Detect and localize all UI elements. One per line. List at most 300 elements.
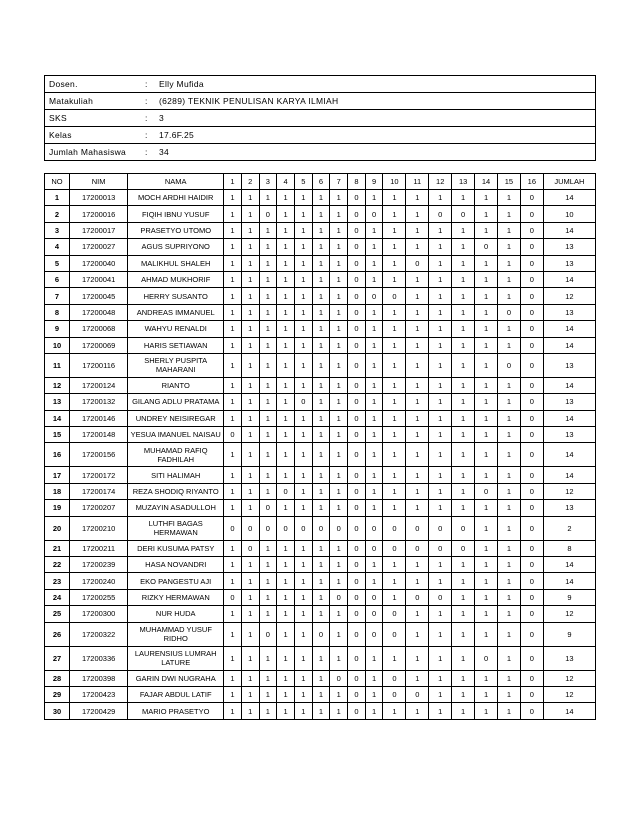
meeting-cell: 1 [365,467,383,483]
meeting-cell: 1 [406,377,429,393]
meeting-cell: 0 [520,686,543,702]
table-row [45,500,596,516]
meeting-cell: 1 [429,271,452,287]
meeting-cell: 1 [475,622,498,646]
name-cell: AGUS SUPRIYONO [128,239,224,255]
meeting-cell: 1 [277,271,295,287]
meeting-cell: 1 [429,483,452,499]
meeting-cell: 0 [475,239,498,255]
meeting-cell: 1 [429,321,452,337]
nim-cell: 17200069 [69,337,127,353]
meeting-cell: 1 [312,288,330,304]
meeting-cell: 0 [383,540,406,556]
meeting-cell: 1 [224,703,242,719]
name-cell: ANDREAS IMMANUEL [128,304,224,320]
row-number: 10 [45,337,70,353]
meeting-cell: 1 [277,190,295,206]
column-header: 13 [452,174,475,190]
meeting-cell: 1 [365,670,383,686]
nim-cell: 17200239 [69,557,127,573]
meeting-cell: 0 [348,540,366,556]
meeting-cell: 0 [406,516,429,540]
meeting-cell: 1 [497,703,520,719]
meeting-cell: 1 [259,377,277,393]
info-label: Dosen. [45,76,142,93]
meeting-cell: 1 [365,427,383,443]
meeting-cell: 1 [312,557,330,573]
meeting-cell: 1 [277,622,295,646]
table-row [45,222,596,238]
meeting-cell: 1 [429,427,452,443]
meeting-cell: 1 [452,255,475,271]
meeting-cell: 1 [497,321,520,337]
meeting-cell: 1 [406,573,429,589]
meeting-cell: 1 [224,206,242,222]
meeting-cell: 1 [312,206,330,222]
row-number: 20 [45,516,70,540]
meeting-cell: 1 [294,646,312,670]
meeting-cell: 0 [348,589,366,605]
meeting-cell: 1 [475,321,498,337]
meeting-cell: 1 [406,606,429,622]
nim-cell: 17200132 [69,394,127,410]
meeting-cell: 1 [497,271,520,287]
meeting-cell: 1 [241,239,259,255]
total-cell: 12 [543,606,595,622]
table-row [45,321,596,337]
column-header: 8 [348,174,366,190]
column-header: 9 [365,174,383,190]
row-number: 26 [45,622,70,646]
row-number: 16 [45,443,70,467]
meeting-cell: 1 [241,622,259,646]
meeting-cell: 1 [224,239,242,255]
meeting-cell: 1 [475,337,498,353]
meeting-cell: 0 [312,516,330,540]
meeting-cell: 1 [497,427,520,443]
table-row [45,427,596,443]
meeting-cell: 1 [475,206,498,222]
table-row [45,353,596,377]
info-label: SKS [45,110,142,127]
meeting-cell: 1 [475,516,498,540]
meeting-cell: 1 [294,686,312,702]
meeting-cell: 1 [241,589,259,605]
meeting-cell: 1 [475,377,498,393]
meeting-cell: 0 [348,427,366,443]
row-number: 9 [45,321,70,337]
meeting-cell: 1 [241,353,259,377]
nim-cell: 17200146 [69,410,127,426]
meeting-cell: 1 [383,557,406,573]
meeting-cell: 1 [277,670,295,686]
meeting-cell: 0 [348,304,366,320]
meeting-cell: 0 [224,427,242,443]
meeting-cell: 1 [330,686,348,702]
meeting-cell: 1 [277,222,295,238]
meeting-cell: 1 [497,589,520,605]
meeting-cell: 1 [277,427,295,443]
meeting-cell: 1 [383,190,406,206]
meeting-cell: 1 [294,206,312,222]
meeting-cell: 1 [429,337,452,353]
meeting-cell: 1 [241,410,259,426]
meeting-cell: 1 [241,394,259,410]
meeting-cell: 1 [294,427,312,443]
meeting-cell: 1 [429,500,452,516]
meeting-cell: 0 [348,483,366,499]
meeting-cell: 1 [277,573,295,589]
info-row [45,144,596,161]
meeting-cell: 1 [294,540,312,556]
meeting-cell: 1 [241,703,259,719]
meeting-cell: 1 [312,573,330,589]
meeting-cell: 0 [224,589,242,605]
column-header: 5 [294,174,312,190]
meeting-cell: 0 [383,622,406,646]
total-cell: 14 [543,222,595,238]
meeting-cell: 1 [429,703,452,719]
meeting-cell: 1 [241,427,259,443]
meeting-cell: 1 [277,255,295,271]
meeting-cell: 1 [330,288,348,304]
meeting-cell: 1 [330,394,348,410]
meeting-cell: 1 [241,573,259,589]
meeting-cell: 1 [259,222,277,238]
meeting-cell: 1 [224,670,242,686]
meeting-cell: 1 [259,573,277,589]
nim-cell: 17200240 [69,573,127,589]
meeting-cell: 1 [259,606,277,622]
meeting-cell: 1 [277,443,295,467]
meeting-cell: 1 [365,337,383,353]
nim-cell: 17200048 [69,304,127,320]
column-header: 4 [277,174,295,190]
meeting-cell: 1 [497,222,520,238]
meeting-cell: 1 [259,271,277,287]
info-value-cell [141,127,596,144]
meeting-cell: 1 [224,646,242,670]
meeting-cell: 1 [497,190,520,206]
meeting-cell: 0 [497,353,520,377]
meeting-cell: 1 [406,394,429,410]
meeting-cell: 0 [277,516,295,540]
meeting-cell: 1 [294,500,312,516]
meeting-cell: 0 [330,516,348,540]
meeting-cell: 1 [383,483,406,499]
table-row [45,573,596,589]
meeting-cell: 0 [520,516,543,540]
meeting-cell: 0 [365,516,383,540]
meeting-cell: 0 [520,443,543,467]
meeting-cell: 1 [294,483,312,499]
nim-cell: 17200156 [69,443,127,467]
meeting-cell: 1 [383,304,406,320]
meeting-cell: 0 [520,670,543,686]
meeting-cell: 0 [520,500,543,516]
meeting-cell: 1 [497,483,520,499]
meeting-cell: 1 [497,606,520,622]
name-cell: MUZAYIN ASADULLOH [128,500,224,516]
meeting-cell: 0 [406,589,429,605]
total-cell: 12 [543,670,595,686]
meeting-cell: 1 [330,500,348,516]
meeting-cell: 1 [383,467,406,483]
meeting-cell: 1 [241,646,259,670]
meeting-cell: 0 [348,288,366,304]
meeting-cell: 1 [312,606,330,622]
meeting-cell: 1 [241,483,259,499]
meeting-cell: 1 [497,394,520,410]
column-header: NAMA [128,174,224,190]
meeting-cell: 1 [406,190,429,206]
meeting-cell: 1 [452,288,475,304]
name-cell: MOCH ARDHI HAIDIR [128,190,224,206]
meeting-cell: 1 [330,573,348,589]
meeting-cell: 1 [312,394,330,410]
row-number: 1 [45,190,70,206]
meeting-cell: 0 [348,190,366,206]
meeting-cell: 1 [312,670,330,686]
name-cell: MUHAMMAD YUSUF RIDHO [128,622,224,646]
meeting-cell: 1 [277,239,295,255]
table-row [45,606,596,622]
meeting-cell: 1 [429,377,452,393]
meeting-cell: 1 [277,557,295,573]
nim-cell: 17200211 [69,540,127,556]
table-row [45,443,596,467]
column-header: 7 [330,174,348,190]
meeting-cell: 1 [294,573,312,589]
meeting-cell: 1 [277,304,295,320]
name-cell: MALIKHUL SHALEH [128,255,224,271]
meeting-cell: 1 [224,410,242,426]
meeting-cell: 1 [330,271,348,287]
meeting-cell: 1 [475,703,498,719]
meeting-cell: 0 [365,540,383,556]
meeting-cell: 1 [383,443,406,467]
meeting-cell: 1 [406,337,429,353]
meeting-cell: 1 [383,394,406,410]
meeting-cell: 1 [475,557,498,573]
meeting-cell: 0 [383,606,406,622]
meeting-cell: 1 [406,206,429,222]
column-header: 10 [383,174,406,190]
meeting-cell: 0 [330,670,348,686]
meeting-cell: 1 [312,443,330,467]
meeting-cell: 1 [497,686,520,702]
meeting-cell: 1 [330,337,348,353]
row-number: 6 [45,271,70,287]
nim-cell: 17200429 [69,703,127,719]
meeting-cell: 0 [365,606,383,622]
meeting-cell: 1 [452,271,475,287]
total-cell: 13 [543,646,595,670]
meeting-cell: 1 [224,337,242,353]
nim-cell: 17200016 [69,206,127,222]
meeting-cell: 1 [241,337,259,353]
meeting-cell: 0 [452,206,475,222]
meeting-cell: 1 [497,540,520,556]
total-cell: 13 [543,500,595,516]
meeting-cell: 1 [429,239,452,255]
meeting-cell: 1 [475,573,498,589]
meeting-cell: 1 [429,622,452,646]
meeting-cell: 1 [383,222,406,238]
total-cell: 12 [543,288,595,304]
meeting-cell: 1 [383,353,406,377]
info-value-cell [141,93,596,110]
info-value-cell [141,144,596,161]
meeting-cell: 0 [365,589,383,605]
total-cell: 14 [543,321,595,337]
meeting-cell: 1 [330,557,348,573]
meeting-cell: 1 [497,410,520,426]
meeting-cell: 1 [259,394,277,410]
meeting-cell: 0 [259,500,277,516]
meeting-cell: 0 [348,255,366,271]
table-row [45,206,596,222]
meeting-cell: 0 [497,304,520,320]
meeting-cell: 1 [294,321,312,337]
meeting-cell: 0 [312,622,330,646]
row-number: 25 [45,606,70,622]
meeting-cell: 1 [224,353,242,377]
meeting-cell: 1 [312,304,330,320]
total-cell: 9 [543,589,595,605]
meeting-cell: 1 [452,670,475,686]
meeting-cell: 1 [365,321,383,337]
meeting-cell: 1 [475,606,498,622]
meeting-cell: 1 [330,377,348,393]
meeting-cell: 1 [224,190,242,206]
meeting-cell: 1 [259,670,277,686]
meeting-cell: 1 [406,288,429,304]
meeting-cell: 1 [259,190,277,206]
meeting-cell: 1 [429,670,452,686]
meeting-cell: 1 [452,467,475,483]
meeting-cell: 1 [277,337,295,353]
nim-cell: 17200172 [69,467,127,483]
meeting-cell: 0 [452,540,475,556]
nim-cell: 17200336 [69,646,127,670]
total-cell: 10 [543,206,595,222]
meeting-cell: 1 [497,500,520,516]
meeting-cell: 1 [429,606,452,622]
total-cell: 2 [543,516,595,540]
meeting-cell: 1 [312,589,330,605]
meeting-cell: 1 [452,589,475,605]
meeting-cell: 1 [365,304,383,320]
meeting-cell: 1 [383,239,406,255]
meeting-cell: 1 [406,321,429,337]
meeting-cell: 1 [452,483,475,499]
name-cell: LAURENSIUS LUMRAH LATURE [128,646,224,670]
meeting-cell: 1 [241,288,259,304]
column-header: 12 [429,174,452,190]
meeting-cell: 1 [497,288,520,304]
info-separator: : [145,79,148,89]
meeting-cell: 0 [520,483,543,499]
meeting-cell: 1 [224,255,242,271]
meeting-cell: 1 [259,443,277,467]
meeting-cell: 1 [294,557,312,573]
meeting-cell: 0 [520,410,543,426]
meeting-cell: 1 [429,190,452,206]
row-number: 17 [45,467,70,483]
table-row [45,467,596,483]
meeting-cell: 1 [475,255,498,271]
meeting-cell: 1 [224,686,242,702]
meeting-cell: 0 [520,222,543,238]
meeting-cell: 0 [429,516,452,540]
meeting-cell: 1 [330,190,348,206]
meeting-cell: 1 [294,443,312,467]
nim-cell: 17200398 [69,670,127,686]
meeting-cell: 1 [259,589,277,605]
meeting-cell: 1 [406,703,429,719]
meeting-cell: 0 [520,557,543,573]
name-cell: HASA NOVANDRI [128,557,224,573]
meeting-cell: 1 [406,483,429,499]
meeting-cell: 1 [475,190,498,206]
total-cell: 13 [543,239,595,255]
column-header: JUMLAH [543,174,595,190]
meeting-cell: 1 [497,646,520,670]
total-cell: 13 [543,304,595,320]
meeting-cell: 1 [365,483,383,499]
total-cell: 8 [543,540,595,556]
meeting-cell: 0 [348,222,366,238]
meeting-cell: 1 [294,190,312,206]
meeting-cell: 0 [520,255,543,271]
meeting-cell: 1 [429,410,452,426]
meeting-cell: 0 [259,206,277,222]
row-number: 11 [45,353,70,377]
meeting-cell: 1 [259,410,277,426]
column-header: 15 [497,174,520,190]
meeting-cell: 0 [348,443,366,467]
meeting-cell: 0 [348,557,366,573]
meeting-cell: 1 [294,670,312,686]
meeting-cell: 1 [224,321,242,337]
info-row [45,76,596,93]
meeting-cell: 1 [312,427,330,443]
meeting-cell: 0 [348,703,366,719]
meeting-cell: 1 [497,206,520,222]
row-number: 5 [45,255,70,271]
meeting-cell: 1 [241,606,259,622]
meeting-cell: 1 [429,646,452,670]
column-header: 11 [406,174,429,190]
name-cell: PRASETYO UTOMO [128,222,224,238]
meeting-cell: 0 [224,516,242,540]
column-header: NO [45,174,70,190]
meeting-cell: 1 [241,443,259,467]
row-number: 28 [45,670,70,686]
name-cell: LUTHFI BAGAS HERMAWAN [128,516,224,540]
row-number: 7 [45,288,70,304]
meeting-cell: 1 [294,606,312,622]
meeting-cell: 1 [452,377,475,393]
meeting-cell: 1 [312,190,330,206]
meeting-cell: 1 [475,271,498,287]
meeting-cell: 1 [259,353,277,377]
meeting-cell: 1 [365,500,383,516]
meeting-cell: 1 [383,206,406,222]
total-cell: 13 [543,394,595,410]
total-cell: 12 [543,686,595,702]
